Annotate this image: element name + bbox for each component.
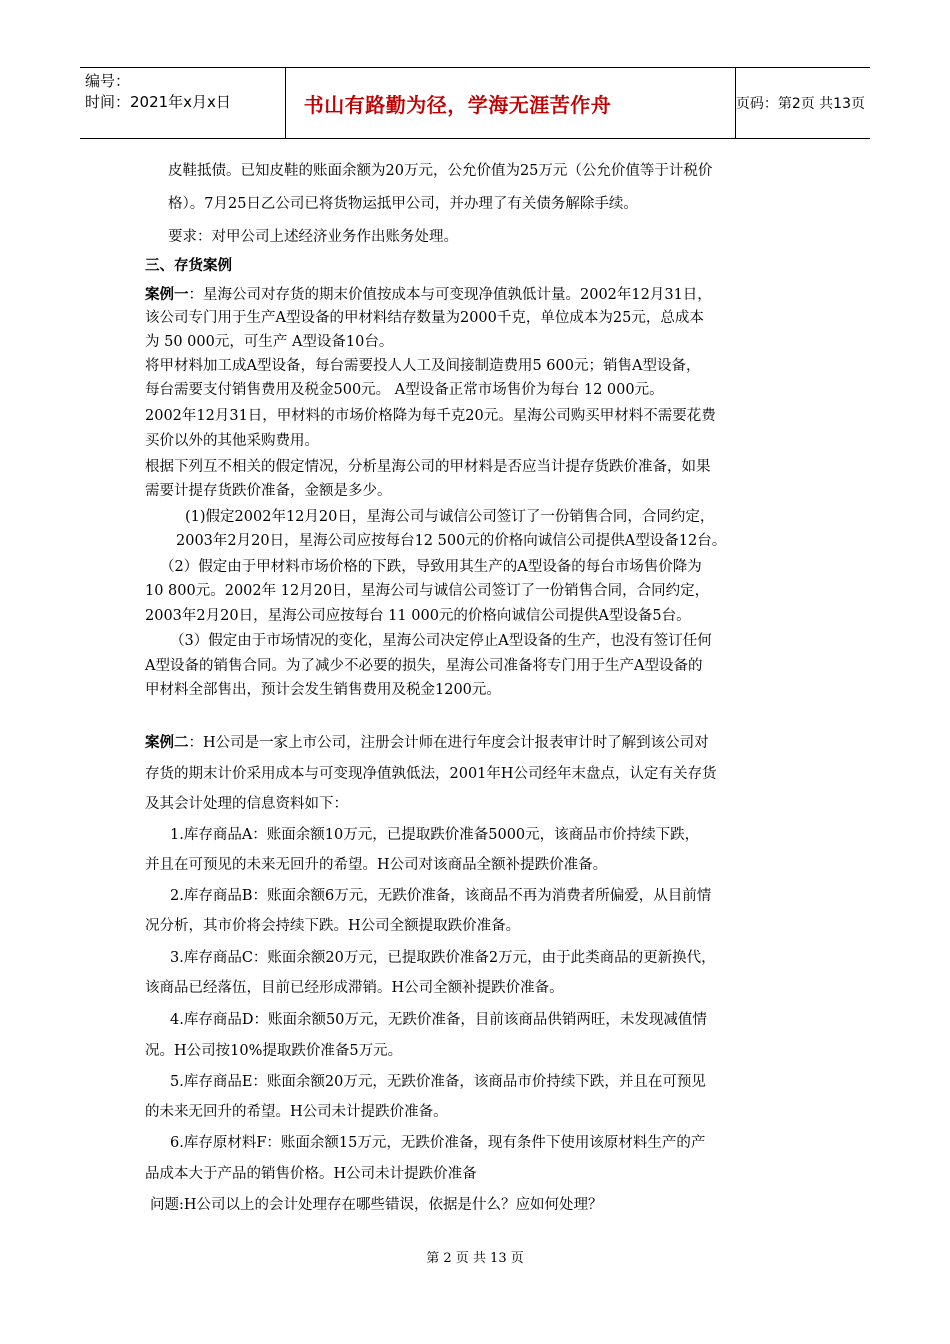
body-line: 根据下列互不相关的假定情况，分析星海公司的甲材料是否应当计提存货跌价准备，如果 [145,459,711,475]
body-line: 买价以外的其他采购费用。 [145,433,319,449]
body-line: 3.库存商品C：账面余额20万元，已提取跌价准备2万元，由于此类商品的更新换代， [170,950,716,966]
case1-text: ：星海公司对存货的期末价值按成本与可变现净值孰低计量。2002年12月31日， [188,287,712,303]
body-line: 2.库存商品B：账面余额6万元，无跌价准备，该商品不再为消费者所偏爱，从目前情 [170,888,712,904]
body-line: 5.库存商品E：账面余额20万元，无跌价准备，该商品市价持续下跌，并且在可预见 [170,1074,706,1090]
doc-time-label: 时间：2021年x月x日 [85,93,231,111]
body-line: 格）。7月25日乙公司已将货物运抵甲公司，并办理了有关债务解除手续。 [168,196,638,212]
body-line: 1.库存商品A：账面余额10万元，已提取跌价准备5000元，该商品市价持续下跌， [170,827,700,843]
body-line: 况。H公司按10%提取跌价准备5万元。 [145,1043,403,1059]
doc-number-label: 编号： [85,72,131,90]
page-header [80,67,870,139]
body-line: 皮鞋抵债。已知皮鞋的账面余额为20万元，公允价值为25万元（公允价值等于计税价 [168,163,713,179]
header-motto: 书山有路勤为径，学海无涯苦作舟 [303,92,612,117]
case1-first-line [145,285,712,305]
body-line: 甲材料全部售出，预计会发生销售费用及税金1200元。 [145,682,501,698]
body-line: 品成本大于产品的销售价格。H公司未计提跌价准备 [145,1166,477,1182]
body-line: 该商品已经落伍，目前已经形成滞销。H公司全额补提跌价准备。 [145,980,564,996]
case2-text: ：H公司是一家上市公司，注册会计师在进行年度会计报表审计时了解到该公司对 [188,735,709,751]
body-line: 需要计提存货跌价准备，金额是多少。 [145,483,392,499]
body-line: 并且在可预见的未来无回升的希望。H公司对该商品全额补提跌价准备。 [145,857,608,873]
case1-label: 案例一 [145,286,189,303]
body-line: 将甲材料加工成A型设备，每台需要投人人工及间接制造费用5 600元；销售A型设备， [145,358,701,374]
body-line: (1)假定2002年12月20日，星海公司与诚信公司签订了一份销售合同，合同约定， [185,509,715,525]
body-line: 2003年2月20日，星海公司应按每台 11 000元的价格向诚信公司提供A型设备5台。 [145,608,691,624]
body-line: 2002年12月31日，甲材料的市场价格降为每千克20元。星海公司购买甲材料不需要花费 [145,408,716,424]
body-line: 要求：对甲公司上述经济业务作出账务处理。 [168,229,458,245]
header-meta [85,71,280,113]
body-line: （3）假定由于市场情况的变化，星海公司决定停止A型设备的生产，也没有签订任何 [170,633,712,649]
body-line: 4.库存商品D：账面余额50万元，无跌价准备，目前该商品供销两旺，未发现减值情 [170,1012,707,1028]
body-line: A型设备的销售合同。为了减少不必要的损失，星海公司准备将专门用于生产A型设备的 [145,658,703,674]
body-line: 每台需要支付销售费用及税金500元。 A型设备正常市场售价为每台 12 000元。 [145,382,664,398]
body-line: 及其会计处理的信息资料如下： [145,796,348,812]
case2-label: 案例二 [145,734,189,751]
body-line: 该公司专门用于生产A型设备的甲材料结存数量为2000千克，单位成本为25元，总成本 [145,310,704,326]
section-heading: 三、存货案例 [145,257,232,274]
body-line: 问题:H公司以上的会计处理存在哪些错误，依据是什么？应如何处理？ [150,1197,603,1213]
body-line: 的未来无回升的希望。H公司未计提跌价准备。 [145,1104,448,1120]
body-line: 10 800元。2002年 12月20日，星海公司与诚信公司签订了一份销售合同，合同约定， [145,583,710,599]
header-page-label: 页码：第2页 共13页 [735,96,865,112]
body-line: （2）假定由于甲材料市场价格的下跌，导致用其生产的A型设备的每台市场售价降为 [160,559,702,575]
body-line: 存货的期末计价采用成本与可变现净值孰低法，2001年H公司经年末盘点，认定有关存货 [145,766,717,782]
body-line: 2003年2月20日，星海公司应按每台12 500元的价格向诚信公司提供A型设备12台。 [176,533,727,549]
body-line: 为 50 000元，可生产 A型设备10台。 [145,334,394,350]
body-line: 况分析，其市价将会持续下跌。H公司全额提取跌价准备。 [145,918,521,934]
case2-first-line [145,733,709,753]
page-footer: 第 2 页 共 13 页 [426,1251,524,1266]
body-line: 6.库存原材料F：账面余额15万元，无跌价准备，现有条件下使用该原材料生产的产 [170,1135,706,1151]
